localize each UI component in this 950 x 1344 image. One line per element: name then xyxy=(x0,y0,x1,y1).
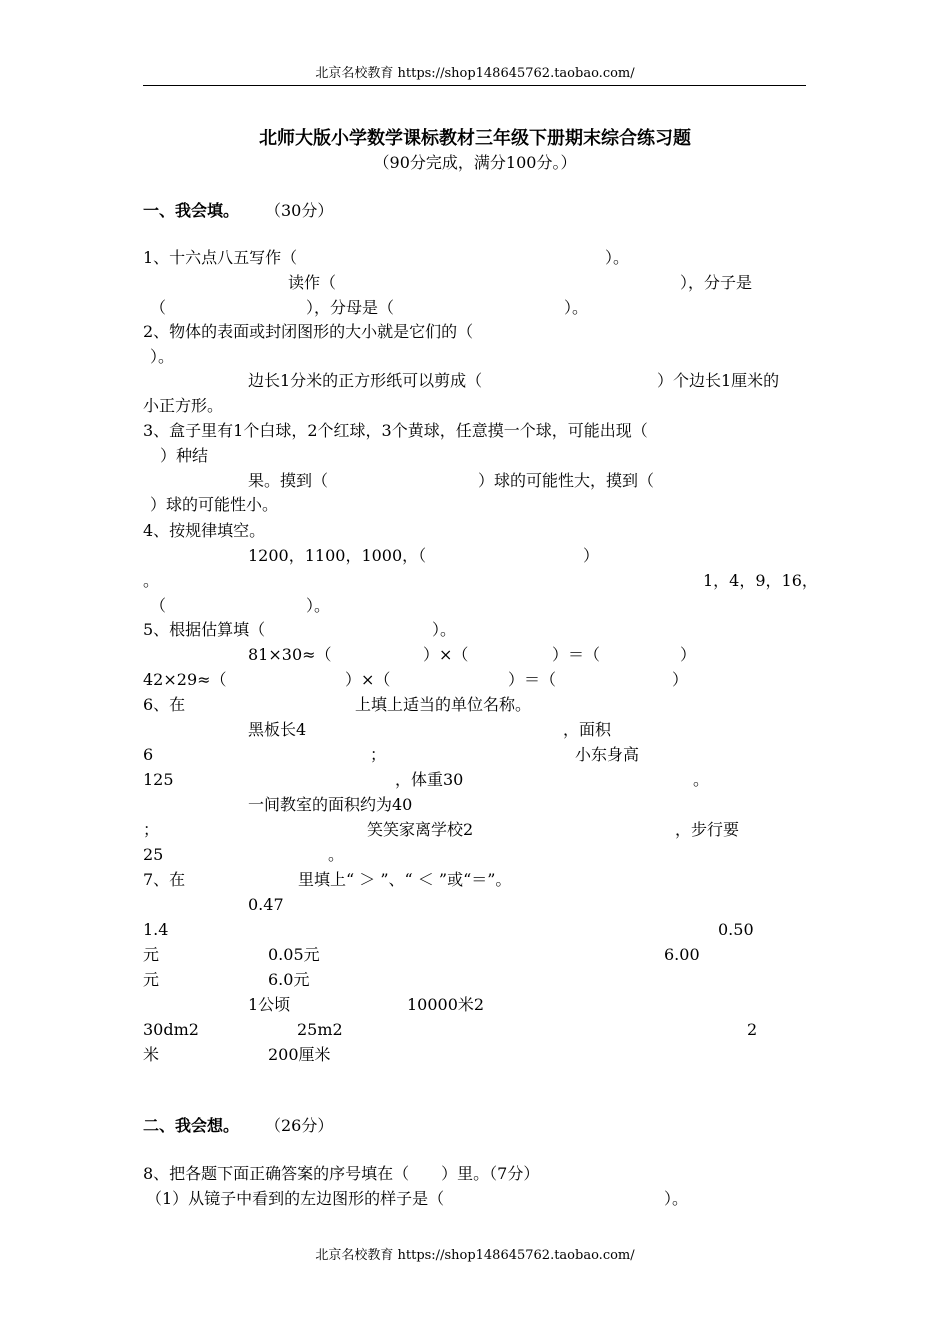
q1-line3-open: （ xyxy=(150,298,167,317)
q1-line3-mid: ），分母是（ xyxy=(306,298,395,317)
q7-line5-a: 元 xyxy=(143,970,160,989)
q6-line4-b: ，体重30 xyxy=(395,770,464,789)
page-header: 北京名校教育 https://shop148645762.taobao.com/ xyxy=(315,66,635,81)
q7-line7-b: 25m2 xyxy=(297,1020,343,1039)
q6-line6-a: ； xyxy=(143,820,160,839)
q3-line3-mid: ）球的可能性大，摸到（ xyxy=(478,471,655,490)
q6-line3-c: 小东身高 xyxy=(575,745,640,764)
q7-line3-b: 0.50 xyxy=(718,920,754,939)
q5-line2-a: 81×30≈（ xyxy=(248,645,332,664)
q6-line3-a: 6 xyxy=(143,745,154,764)
q7-line2-a: 0.47 xyxy=(248,895,284,914)
q7-line4-b: 0.05元 xyxy=(268,945,320,964)
q7-line3-a: 1.4 xyxy=(143,920,169,939)
q6-line6-c: ，步行要 xyxy=(675,820,740,839)
page-subtitle: （90分完成，满分100分。） xyxy=(373,153,577,172)
q6-line7-b: 。 xyxy=(328,845,345,864)
q5-line3-a: 42×29≈（ xyxy=(143,670,227,689)
page-footer: 北京名校教育 https://shop148645762.taobao.com/ xyxy=(315,1248,635,1263)
page-title: 北师大版小学数学课标教材三年级下册期末综合练习题 xyxy=(259,128,691,149)
q6-line7-a: 25 xyxy=(143,845,164,864)
q7-line1-a: 7、在 xyxy=(143,870,186,889)
q6-line1-a: 6、在 xyxy=(143,695,186,714)
q2-line3-text: 边长1分米的正方形纸可以剪成（ xyxy=(248,371,483,390)
q6-line4-c: 。 xyxy=(693,770,710,789)
q1-line2-end: ），分子是 xyxy=(680,273,753,292)
q3-line3-text: 果。摸到（ xyxy=(248,471,329,490)
section-2-points: （26分） xyxy=(265,1116,334,1135)
q4-line3-seq: 1，4，9，16， xyxy=(703,571,818,590)
q7-line4-c: 6.00 xyxy=(664,945,700,964)
q3-line1-text: 3、盒子里有1个白球，2个红球，3个黄球，任意摸一个球，可能出现（ xyxy=(143,421,648,440)
q7-line5-b: 6.0元 xyxy=(268,970,310,989)
q7-line7-a: 30dm2 xyxy=(143,1020,199,1039)
q7-line7-c: 2 xyxy=(747,1020,758,1039)
q8-line2-text: （1）从镜子中看到的左边图形的样子是（ xyxy=(146,1189,445,1208)
q2-line1-text: 2、物体的表面或封闭图形的大小就是它们的（ xyxy=(143,322,474,341)
section-1-heading: 一、我会填。 xyxy=(143,201,240,220)
q2-line2-end: ）。 xyxy=(150,347,175,366)
q7-line8-b: 200厘米 xyxy=(268,1045,331,1064)
q4-line4-end: ）。 xyxy=(306,596,331,615)
q2-line4-text: 小正方形。 xyxy=(143,396,224,415)
q1-line2-text: 读作（ xyxy=(288,273,337,292)
header-rule xyxy=(143,85,806,86)
q2-line3-end: ）个边长1厘米的 xyxy=(657,371,780,390)
q6-line4-a: 125 xyxy=(143,770,174,789)
section-2-heading: 二、我会想。 xyxy=(143,1116,240,1135)
q5-line1-text: 5、根据估算填（ xyxy=(143,620,266,639)
q6-line2-a: 黑板长4 xyxy=(248,720,307,739)
q4-line4-open: （ xyxy=(150,596,167,615)
q1-line1-text: 1、十六点八五写作（ xyxy=(143,248,298,267)
q7-line8-a: 米 xyxy=(143,1045,160,1064)
q7-line4-a: 元 xyxy=(143,945,160,964)
q8-line1-text: 8、把各题下面正确答案的序号填在（ ）里。（7分） xyxy=(143,1164,540,1183)
q4-line3-dot: 。 xyxy=(143,571,160,590)
q5-line2-c: ）＝（ xyxy=(552,645,601,664)
q6-line3-b: ； xyxy=(370,745,387,764)
q5-line1-end: ）。 xyxy=(432,620,457,639)
q7-line1-b: 里填上“ ＞ ”、“ ＜ ”或“＝”。 xyxy=(298,870,512,889)
q4-line2-end: ） xyxy=(583,546,600,565)
q4-line2-text: 1200，1100，1000，（ xyxy=(248,546,427,565)
section-1-points: （30分） xyxy=(265,201,334,220)
q5-line3-c: ）＝（ xyxy=(508,670,557,689)
q6-line5-a: 一间教室的面积约为40 xyxy=(248,795,413,814)
q7-line6-b: 10000米2 xyxy=(407,995,485,1014)
q3-line4-text: ）球的可能性小。 xyxy=(150,495,279,514)
q8-line2-end: ）。 xyxy=(664,1189,689,1208)
q5-line3-b: ）×（ xyxy=(345,670,391,689)
q6-line1-b: 上填上适当的单位名称。 xyxy=(355,695,532,714)
q6-line6-b: 笑笑家离学校2 xyxy=(367,820,474,839)
q4-line1-text: 4、按规律填空。 xyxy=(143,521,266,540)
q7-line6-a: 1公顷 xyxy=(248,995,291,1014)
q3-line2-end: ）种结 xyxy=(160,446,209,465)
q5-line2-b: ）×（ xyxy=(423,645,469,664)
q6-line2-b: ，面积 xyxy=(563,720,612,739)
q5-line3-d: ） xyxy=(672,670,689,689)
q1-line1-end: ）。 xyxy=(605,248,630,267)
q5-line2-d: ） xyxy=(680,645,697,664)
q1-line3-end: ）。 xyxy=(564,298,589,317)
